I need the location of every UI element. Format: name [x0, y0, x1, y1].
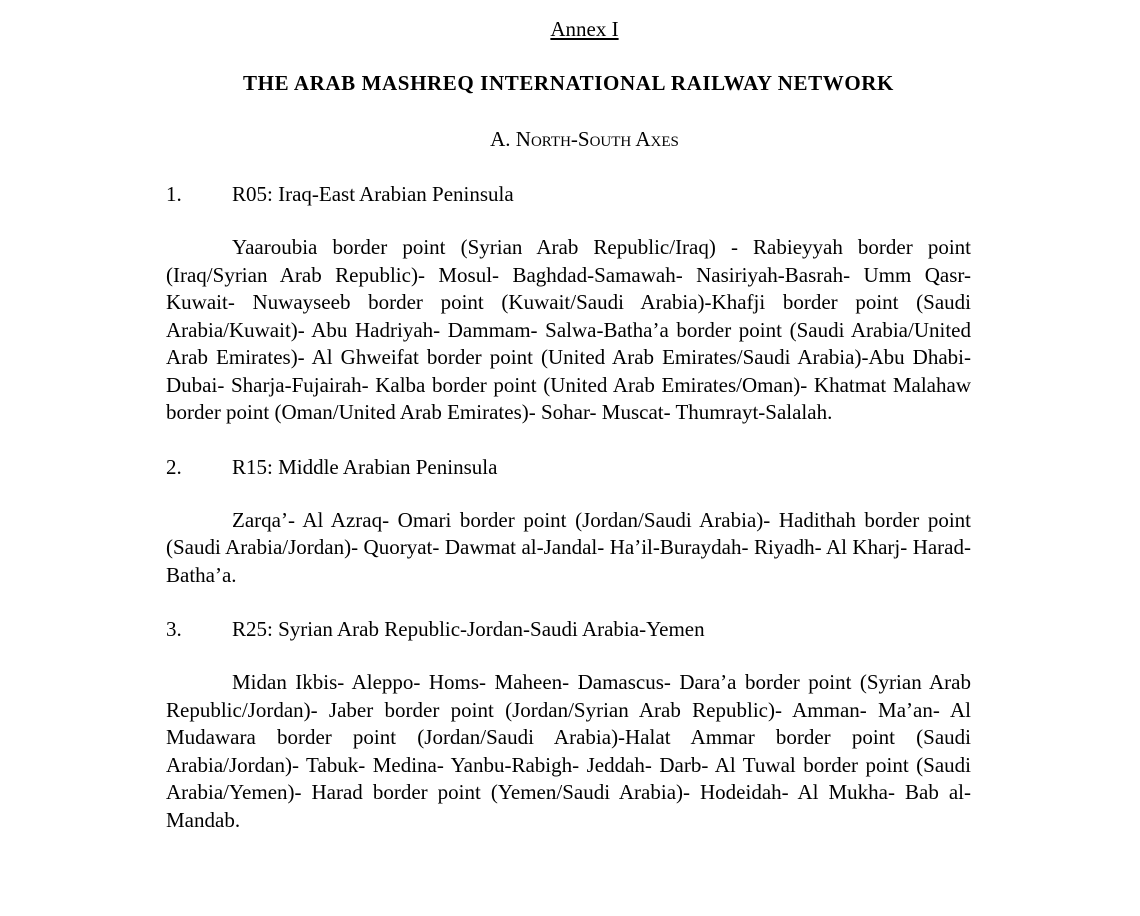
route-name: R15: Middle Arabian Peninsula	[232, 454, 498, 479]
route-entry	[166, 614, 971, 834]
route-number: 1.	[166, 182, 182, 206]
route-heading	[166, 452, 971, 482]
route-number: 3.	[166, 617, 182, 641]
route-entry	[166, 452, 971, 590]
route-heading	[166, 179, 971, 209]
route-entry	[166, 179, 971, 427]
document-page	[166, 14, 971, 834]
route-heading	[166, 614, 971, 644]
route-description: Midan Ikbis- Aleppo- Homs- Maheen- Damascus- Dara’a border point (Syrian Arab Republic/Jordan)- Jaber border point (Jordan/Syrian Arab Republic)- Amman- Ma’an- Al Mudawara border point (Jordan/Saudi Arabia)-Halat Ammar border point (Saudi Arabia/Jordan)- Tabuk- Medina- Yanbu-Rabigh- Jeddah- Darb- Al Tuwal border point (Saudi Arabia/Yemen)- Harad border point (Yemen/Saudi Arabia)- Hodeidah- Al Mukha- Bab al-Mandab.	[166, 670, 971, 832]
document-title: THE ARAB MASHREQ INTERNATIONAL RAILWAY NETWORK	[243, 71, 894, 95]
route-description: Yaaroubia border point (Syrian Arab Republic/Iraq) - Rabieyyah border point (Iraq/Syrian Arab Republic)- Mosul- Baghdad-Samawah- Nasiriyah-Basrah- Umm Qasr- Kuwait- Nuwayseeb border point (Kuwait/Saudi Arabia)-Khafji border point (Saudi Arabia/Kuwait)- Abu Hadriyah- Dammam- Salwa-Batha’a border point (Saudi Arabia/United Arab Emirates)- Al Ghweifat border point (United Arab Emirates/Saudi Arabia)-Abu Dhabi- Dubai- Sharja-Fujairah- Kalba border point (United Arab Emirates/Oman)- Khatmat Malahaw border point (Oman/United Arab Emirates)- Sohar- Muscat- Thumrayt-Salalah.	[166, 235, 971, 424]
annex-label: Annex I	[550, 17, 619, 41]
route-name: R25: Syrian Arab Republic-Jordan-Saudi Arabia-Yemen	[232, 617, 705, 641]
route-number: 2.	[166, 454, 182, 479]
route-name: R05: Iraq-East Arabian Peninsula	[232, 182, 514, 206]
route-description: Zarqa’- Al Azraq- Omari border point (Jordan/Saudi Arabia)- Hadithah border point (Saudi Arabia/Jordan)- Quoryat- Dawmat al-Jandal- Ha’il-Buraydah- Riyadh- Al Kharj- Harad- Batha’a.	[166, 507, 971, 587]
section-heading: A. North-South Axes	[490, 127, 679, 151]
